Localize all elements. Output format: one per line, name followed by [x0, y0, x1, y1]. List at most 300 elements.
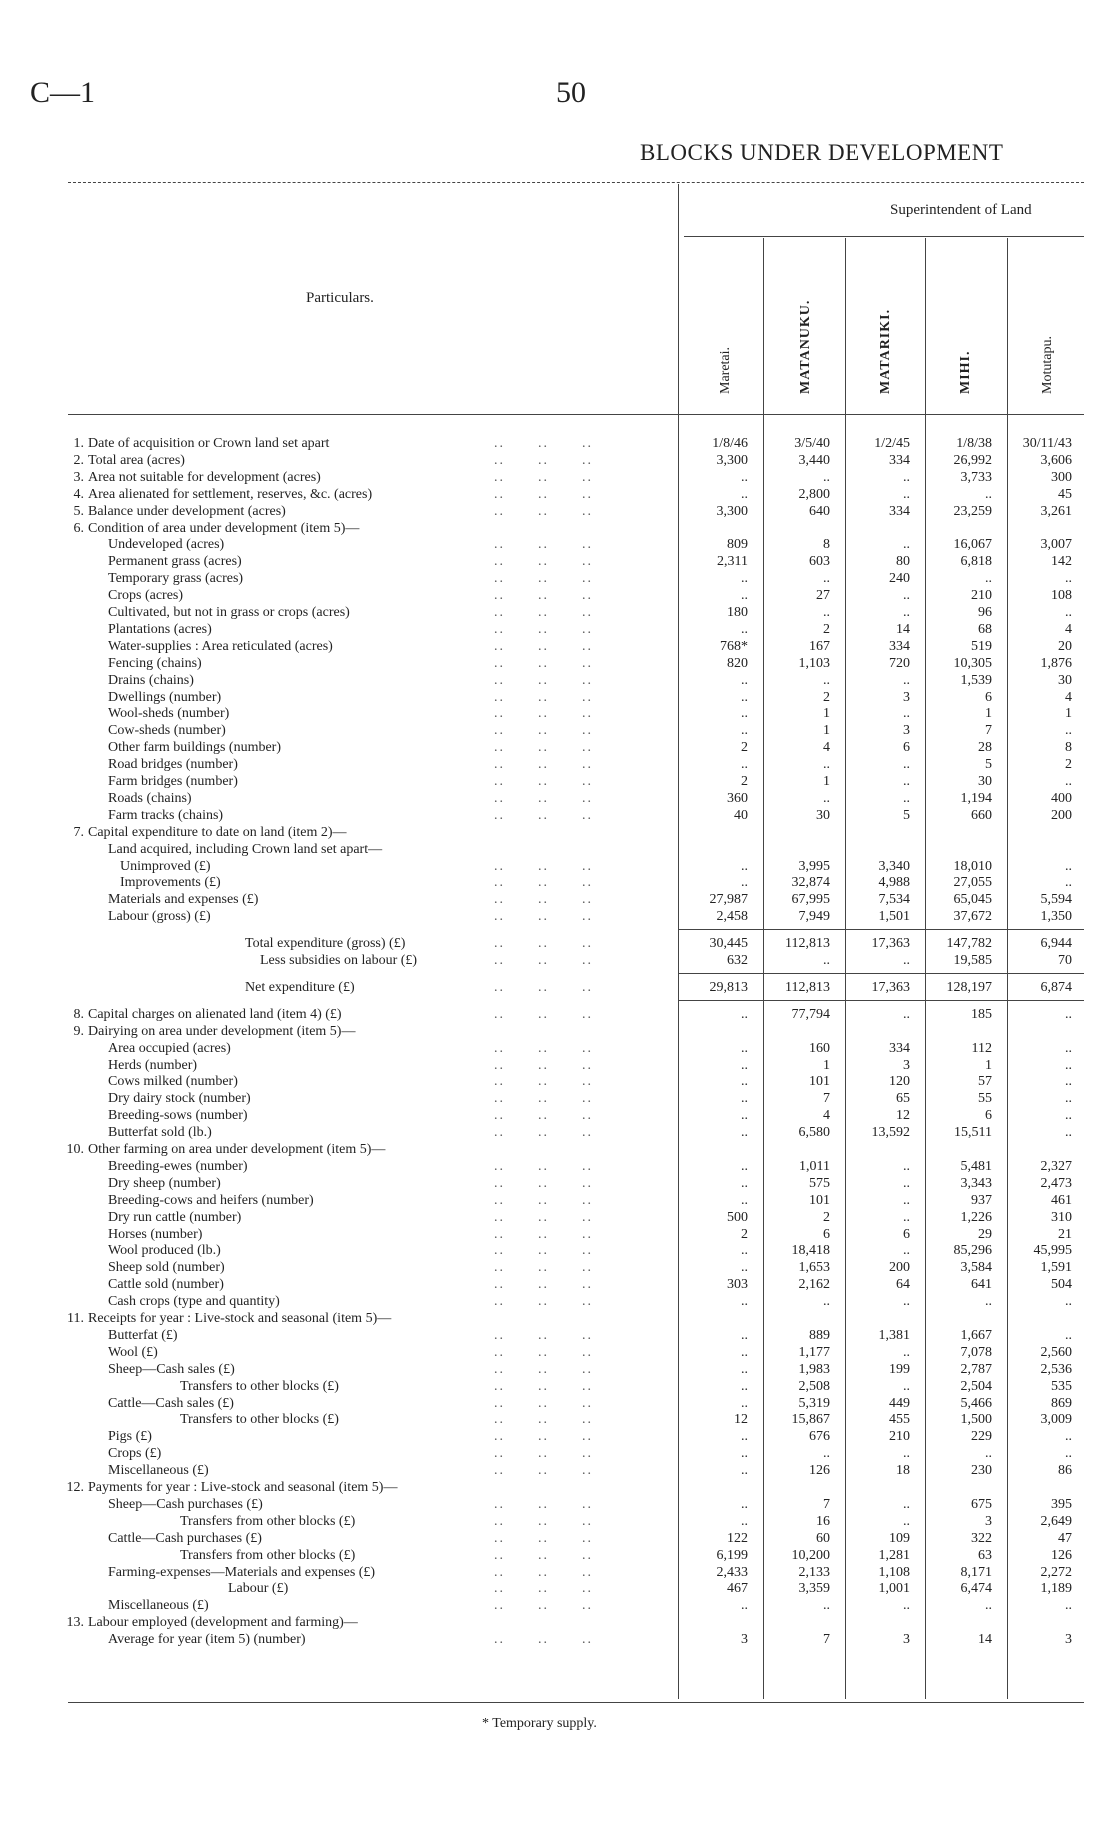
table-row	[0, 1073, 1114, 1090]
table-cell: 28	[978, 740, 992, 756]
table-cell: ..	[985, 486, 992, 502]
row-label: Average for year (item 5) (number)	[108, 1632, 306, 1648]
leader-dots: .. .. ..	[494, 740, 593, 756]
table-cell: 1,281	[878, 1547, 910, 1563]
leader-dots: .. .. ..	[494, 757, 593, 773]
table-row	[0, 891, 1114, 908]
table-cell: 3	[903, 689, 910, 705]
table-cell: 603	[809, 554, 830, 570]
table-cell: ..	[741, 1344, 748, 1360]
table-cell: 4	[823, 740, 830, 756]
table-row	[0, 1310, 1114, 1327]
table-cell: 57	[978, 1074, 992, 1090]
table-cell: ..	[903, 1496, 910, 1512]
table-row	[0, 1631, 1114, 1648]
table-cell: ..	[823, 571, 830, 587]
table-cell: ..	[741, 1158, 748, 1174]
top-rule	[68, 182, 1084, 183]
table-row	[0, 1209, 1114, 1226]
table-row	[0, 841, 1114, 858]
particulars-heading: Particulars.	[306, 290, 374, 306]
item-number: 1.	[73, 436, 84, 451]
table-cell: 632	[727, 953, 748, 968]
table-row	[0, 858, 1114, 875]
leader-dots: .. .. ..	[494, 469, 593, 485]
item-number: 10.	[66, 1142, 84, 1157]
table-cell: 1,653	[798, 1260, 830, 1276]
row-label: Capital expenditure to date on land (item 2)—	[88, 824, 347, 840]
row-label: Transfers to other blocks (£)	[180, 1378, 339, 1394]
table-cell: 5,319	[798, 1395, 830, 1411]
table-cell: 2,311	[717, 554, 748, 570]
table-cell: 126	[1051, 1547, 1072, 1563]
table-cell: ..	[985, 571, 992, 587]
row-label: Other farming on area under development (item 5)—	[88, 1142, 386, 1157]
table-cell: 395	[1051, 1496, 1072, 1512]
table-row	[0, 1428, 1114, 1445]
row-label: Labour employed (development and farming)—	[88, 1615, 358, 1631]
table-cell: 200	[889, 1260, 910, 1276]
table-cell: 809	[727, 537, 748, 553]
table-cell: 676	[809, 1429, 830, 1445]
table-cell: ..	[903, 672, 910, 688]
table-cell: 3	[903, 723, 910, 739]
table-cell: 1	[823, 706, 830, 722]
table-row	[0, 553, 1114, 570]
table-row	[0, 1614, 1114, 1631]
table-cell: 2,473	[1040, 1175, 1072, 1191]
table-cell: ..	[1065, 723, 1072, 739]
table-cell: 160	[809, 1040, 830, 1056]
table-cell: 2	[823, 1209, 830, 1225]
table-cell: 6,580	[798, 1125, 830, 1141]
table-cell: 1	[823, 723, 830, 739]
table-cell: 6,944	[1040, 936, 1072, 952]
table-cell: 18,010	[953, 858, 992, 874]
row-label: Cultivated, but not in grass or crops (acres)	[108, 605, 350, 620]
table-cell: 5,466	[960, 1395, 992, 1411]
table-cell: 334	[889, 638, 910, 654]
table-cell: ..	[903, 1294, 910, 1310]
table-cell: 3/5/40	[794, 436, 830, 451]
table-row	[0, 503, 1114, 520]
leader-dots: .. .. ..	[494, 1175, 593, 1191]
table-row	[0, 469, 1114, 486]
table-cell: 6	[903, 1226, 910, 1242]
column-header-motutapu: Motutapu.	[1040, 336, 1055, 394]
table-cell: 86	[1058, 1463, 1072, 1479]
row-label: Farming-expenses—Materials and expenses (£)	[108, 1564, 376, 1580]
table-cell: 3	[741, 1632, 748, 1648]
table-cell: 504	[1051, 1277, 1072, 1293]
row-label: Horses (number)	[108, 1226, 203, 1242]
leader-dots: .. .. ..	[494, 1260, 593, 1276]
table-cell: 519	[971, 638, 992, 654]
table-cell: ..	[741, 1057, 748, 1073]
table-cell: 5	[985, 757, 992, 773]
table-cell: 85,296	[953, 1243, 992, 1259]
table-cell: ..	[741, 588, 748, 604]
table-cell: 322	[971, 1530, 992, 1546]
superintendent-rule	[684, 236, 1084, 237]
table-cell: 3	[903, 1632, 910, 1648]
leader-dots: .. .. ..	[494, 1463, 593, 1479]
leader-dots: .. .. ..	[494, 1564, 593, 1580]
table-cell: 210	[889, 1429, 910, 1445]
table-cell: ..	[903, 1209, 910, 1225]
table-row	[0, 435, 1114, 452]
table-cell: 27,987	[709, 892, 748, 908]
table-cell: 869	[1051, 1395, 1072, 1411]
row-label: Land acquired, including Crown land set apart—	[108, 841, 383, 857]
table-cell: ..	[903, 1158, 910, 1174]
leader-dots: .. .. ..	[494, 1581, 593, 1597]
table-cell: ..	[903, 1175, 910, 1191]
table-cell: ..	[1065, 1327, 1072, 1343]
table-row	[0, 604, 1114, 621]
table-cell: ..	[903, 706, 910, 722]
table-cell: 27,055	[953, 875, 992, 891]
table-cell: 7,078	[960, 1344, 992, 1360]
leader-dots: .. .. ..	[494, 790, 593, 806]
table-row	[0, 1023, 1114, 1040]
table-cell: 3,340	[878, 858, 910, 874]
table-cell: 185	[971, 1006, 992, 1022]
table-cell: ..	[903, 1243, 910, 1259]
table-cell: 29,813	[709, 979, 748, 995]
leader-dots: .. .. ..	[494, 774, 593, 789]
table-row	[0, 570, 1114, 587]
table-cell: ..	[741, 1040, 748, 1056]
table-row	[0, 979, 1114, 996]
item-number: 2.	[73, 452, 84, 468]
table-cell: 1,539	[960, 672, 992, 688]
table-cell: 768*	[720, 638, 748, 654]
table-bottom-rule	[68, 1702, 1084, 1703]
table-cell: 112,813	[785, 979, 830, 995]
table-cell: ..	[741, 672, 748, 688]
table-cell: 889	[809, 1327, 830, 1343]
table-cell: 30	[816, 807, 830, 823]
leader-dots: .. .. ..	[494, 605, 593, 620]
table-cell: ..	[741, 1175, 748, 1191]
table-cell: 6	[903, 740, 910, 756]
table-cell: ..	[903, 953, 910, 968]
leader-dots: .. .. ..	[494, 1006, 593, 1022]
table-cell: 112,813	[785, 936, 830, 952]
row-label: Net expenditure (£)	[245, 979, 355, 995]
table-cell: ..	[903, 1598, 910, 1614]
table-cell: 55	[978, 1091, 992, 1107]
leader-dots: .. .. ..	[494, 1344, 593, 1360]
table-cell: 1,876	[1040, 655, 1072, 671]
table-cell: 500	[727, 1209, 748, 1225]
table-row	[0, 1344, 1114, 1361]
table-cell: 109	[889, 1530, 910, 1546]
table-cell: 3,343	[960, 1175, 992, 1191]
table-cell: ..	[741, 1294, 748, 1310]
leader-dots: .. .. ..	[494, 486, 593, 502]
table-cell: ..	[741, 1429, 748, 1445]
table-cell: 720	[889, 655, 910, 671]
table-cell: 3,300	[716, 503, 748, 519]
row-label: Wool-sheds (number)	[108, 706, 230, 722]
row-label: Payments for year : Live-stock and seasonal (item 5)—	[88, 1480, 398, 1495]
table-cell: ..	[903, 757, 910, 773]
table-cell: 167	[809, 638, 830, 654]
leader-dots: .. .. ..	[494, 1192, 593, 1208]
table-cell: ..	[741, 1125, 748, 1141]
table-row	[0, 1293, 1114, 1310]
row-label: Crops (acres)	[108, 588, 184, 604]
subtotal-rule	[678, 1000, 1084, 1001]
table-cell: 3	[985, 1513, 992, 1529]
table-cell: ..	[741, 858, 748, 874]
table-cell: 1	[1065, 706, 1072, 722]
table-cell: 5	[903, 807, 910, 823]
leader-dots: .. .. ..	[494, 1091, 593, 1107]
table-cell: 12	[734, 1412, 748, 1428]
table-cell: ..	[741, 1006, 748, 1022]
leader-dots: .. .. ..	[494, 1395, 593, 1411]
table-cell: 30	[978, 774, 992, 789]
table-row	[0, 638, 1114, 655]
leader-dots: .. .. ..	[494, 1209, 593, 1225]
leader-dots: .. .. ..	[494, 892, 593, 908]
leader-dots: .. .. ..	[494, 1226, 593, 1242]
table-cell: 8,171	[960, 1564, 992, 1580]
table-cell: 101	[809, 1192, 830, 1208]
table-cell: 47	[1058, 1530, 1072, 1546]
table-row	[0, 689, 1114, 706]
leader-dots: .. .. ..	[494, 1496, 593, 1512]
item-number: 6.	[73, 520, 84, 536]
table-cell: ..	[741, 1327, 748, 1343]
superintendent-heading: Superintendent of Land	[890, 202, 1032, 218]
table-cell: 820	[727, 655, 748, 671]
leader-dots: .. .. ..	[494, 503, 593, 519]
leader-dots: .. .. ..	[494, 1277, 593, 1293]
table-cell: ..	[1065, 1006, 1072, 1022]
page-reference: C—1	[30, 76, 96, 109]
table-row	[0, 952, 1114, 969]
table-cell: 1,983	[798, 1361, 830, 1377]
table-cell: ..	[903, 605, 910, 620]
table-row	[0, 756, 1114, 773]
table-cell: 2	[823, 621, 830, 637]
table-cell: 240	[889, 571, 910, 587]
row-label: Breeding-sows (number)	[108, 1108, 248, 1124]
table-cell: 45,995	[1033, 1243, 1072, 1259]
leader-dots: .. .. ..	[494, 1074, 593, 1090]
table-cell: 2	[823, 689, 830, 705]
table-cell: 4,988	[878, 875, 910, 891]
table-cell: 1,500	[960, 1412, 992, 1428]
row-label: Area alienated for settlement, reserves, &c. (acres)	[88, 486, 373, 502]
row-label: Water-supplies : Area reticulated (acres)	[108, 638, 333, 654]
row-label: Miscellaneous (£)	[108, 1598, 209, 1614]
table-cell: 455	[889, 1412, 910, 1428]
table-cell: 16,067	[953, 537, 992, 553]
table-row	[0, 790, 1114, 807]
table-cell: ..	[1065, 1294, 1072, 1310]
table-cell: 334	[889, 1040, 910, 1056]
table-cell: 3	[903, 1057, 910, 1073]
table-cell: 5,481	[960, 1158, 992, 1174]
table-cell: 1,194	[960, 790, 992, 806]
leader-dots: .. .. ..	[494, 655, 593, 671]
table-row	[0, 1411, 1114, 1428]
table-row	[0, 520, 1114, 537]
table-cell: ..	[903, 790, 910, 806]
table-cell: 20	[1058, 638, 1072, 654]
table-cell: ..	[741, 1361, 748, 1377]
table-cell: 6,874	[1040, 979, 1072, 995]
table-row	[0, 655, 1114, 672]
table-cell: 2,133	[798, 1564, 830, 1580]
table-cell: ..	[903, 588, 910, 604]
leader-dots: .. .. ..	[494, 1327, 593, 1343]
table-cell: 21	[1058, 1226, 1072, 1242]
row-label: Condition of area under development (item 5)—	[88, 520, 360, 536]
footnote: * Temporary supply.	[482, 1716, 597, 1731]
table-cell: ..	[1065, 774, 1072, 789]
leader-dots: .. .. ..	[494, 1057, 593, 1073]
row-label: Cows milked (number)	[108, 1074, 238, 1090]
table-cell: 3,007	[1040, 537, 1072, 553]
table-cell: 122	[727, 1530, 748, 1546]
table-cell: ..	[1065, 1108, 1072, 1124]
table-cell: ..	[985, 1294, 992, 1310]
table-row	[0, 1057, 1114, 1074]
table-cell: 3,606	[1040, 452, 1072, 468]
table-cell: 2,649	[1040, 1513, 1072, 1529]
table-row	[0, 1259, 1114, 1276]
table-row	[0, 1124, 1114, 1141]
row-label: Dry dairy stock (number)	[108, 1091, 251, 1107]
item-number: 13.	[66, 1615, 84, 1631]
table-cell: 1	[985, 1057, 992, 1073]
table-row	[0, 1158, 1114, 1175]
table-cell: ..	[741, 1378, 748, 1394]
table-cell: ..	[741, 1463, 748, 1479]
table-cell: ..	[741, 1395, 748, 1411]
table-cell: 147,782	[946, 936, 992, 952]
subtotal-rule	[678, 973, 1084, 974]
table-cell: ..	[1065, 858, 1072, 874]
table-cell: 64	[896, 1277, 910, 1293]
table-cell: 6	[985, 1108, 992, 1124]
table-cell: 2,458	[716, 909, 748, 925]
leader-dots: .. .. ..	[494, 1243, 593, 1259]
table-cell: 575	[809, 1175, 830, 1191]
table-row	[0, 1580, 1114, 1597]
row-label: Sheep—Cash purchases (£)	[108, 1496, 263, 1512]
page-number: 50	[556, 76, 586, 109]
table-cell: 5,594	[1040, 892, 1072, 908]
row-label: Materials and expenses (£)	[108, 892, 259, 908]
table-cell: 45	[1058, 486, 1072, 502]
table-row	[0, 773, 1114, 790]
table-cell: 2,504	[960, 1378, 992, 1394]
table-cell: ..	[741, 469, 748, 485]
row-label: Temporary grass (acres)	[108, 571, 244, 587]
table-cell: ..	[1065, 1429, 1072, 1445]
leader-dots: .. .. ..	[494, 1632, 593, 1648]
table-cell: ..	[823, 790, 830, 806]
leader-dots: .. .. ..	[494, 1412, 593, 1428]
table-cell: 2,433	[716, 1564, 748, 1580]
subtotal-rule	[678, 929, 1084, 930]
table-cell: 1,226	[960, 1209, 992, 1225]
table-row	[0, 1547, 1114, 1564]
table-cell: 449	[889, 1395, 910, 1411]
table-cell: ..	[741, 621, 748, 637]
table-cell: ..	[741, 1496, 748, 1512]
table-cell: 229	[971, 1429, 992, 1445]
table-cell: 12	[896, 1108, 910, 1124]
row-label: Butterfat (£)	[108, 1327, 178, 1343]
table-cell: 8	[1065, 740, 1072, 756]
row-label: Area not suitable for development (acres)	[88, 469, 321, 485]
table-cell: ..	[1065, 1598, 1072, 1614]
leader-dots: .. .. ..	[494, 621, 593, 637]
table-cell: 1,011	[799, 1158, 830, 1174]
table-cell: 7	[823, 1632, 830, 1648]
table-row	[0, 621, 1114, 638]
table-cell: 2,560	[1040, 1344, 1072, 1360]
table-cell: ..	[823, 1598, 830, 1614]
table-cell: ..	[741, 757, 748, 773]
table-row	[0, 1175, 1114, 1192]
table-row	[0, 1479, 1114, 1496]
table-cell: 101	[809, 1074, 830, 1090]
table-cell: 3,995	[798, 858, 830, 874]
leader-dots: .. .. ..	[494, 436, 593, 451]
table-cell: 15,867	[791, 1412, 830, 1428]
row-label: Labour (gross) (£)	[108, 909, 211, 925]
table-cell: ..	[903, 486, 910, 502]
row-label: Dry sheep (number)	[108, 1175, 221, 1191]
item-number: 5.	[73, 503, 84, 519]
table-cell: 37,672	[953, 909, 992, 925]
table-cell: 13,592	[871, 1125, 910, 1141]
table-cell: ..	[741, 1260, 748, 1276]
leader-dots: .. .. ..	[494, 1378, 593, 1394]
row-label: Dairying on area under development (item 5)—	[88, 1023, 356, 1039]
table-cell: ..	[823, 469, 830, 485]
table-cell: 467	[727, 1581, 748, 1597]
row-label: Area occupied (acres)	[108, 1040, 231, 1056]
table-cell: 18,418	[791, 1243, 830, 1259]
leader-dots: .. .. ..	[494, 1125, 593, 1141]
leader-dots: .. .. ..	[494, 537, 593, 553]
table-row	[0, 807, 1114, 824]
table-cell: 1,591	[1040, 1260, 1072, 1276]
table-cell: 6,474	[960, 1581, 992, 1597]
table-cell: ..	[1065, 1125, 1072, 1141]
table-cell: 30	[1058, 672, 1072, 688]
table-cell: ..	[741, 486, 748, 502]
table-cell: 2	[741, 1226, 748, 1242]
leader-dots: .. .. ..	[494, 706, 593, 722]
row-label: Crops (£)	[108, 1446, 162, 1462]
table-row	[0, 1378, 1114, 1395]
table-row	[0, 1006, 1114, 1023]
table-cell: 1,381	[878, 1327, 910, 1343]
row-label: Roads (chains)	[108, 790, 192, 806]
table-row	[0, 935, 1114, 952]
